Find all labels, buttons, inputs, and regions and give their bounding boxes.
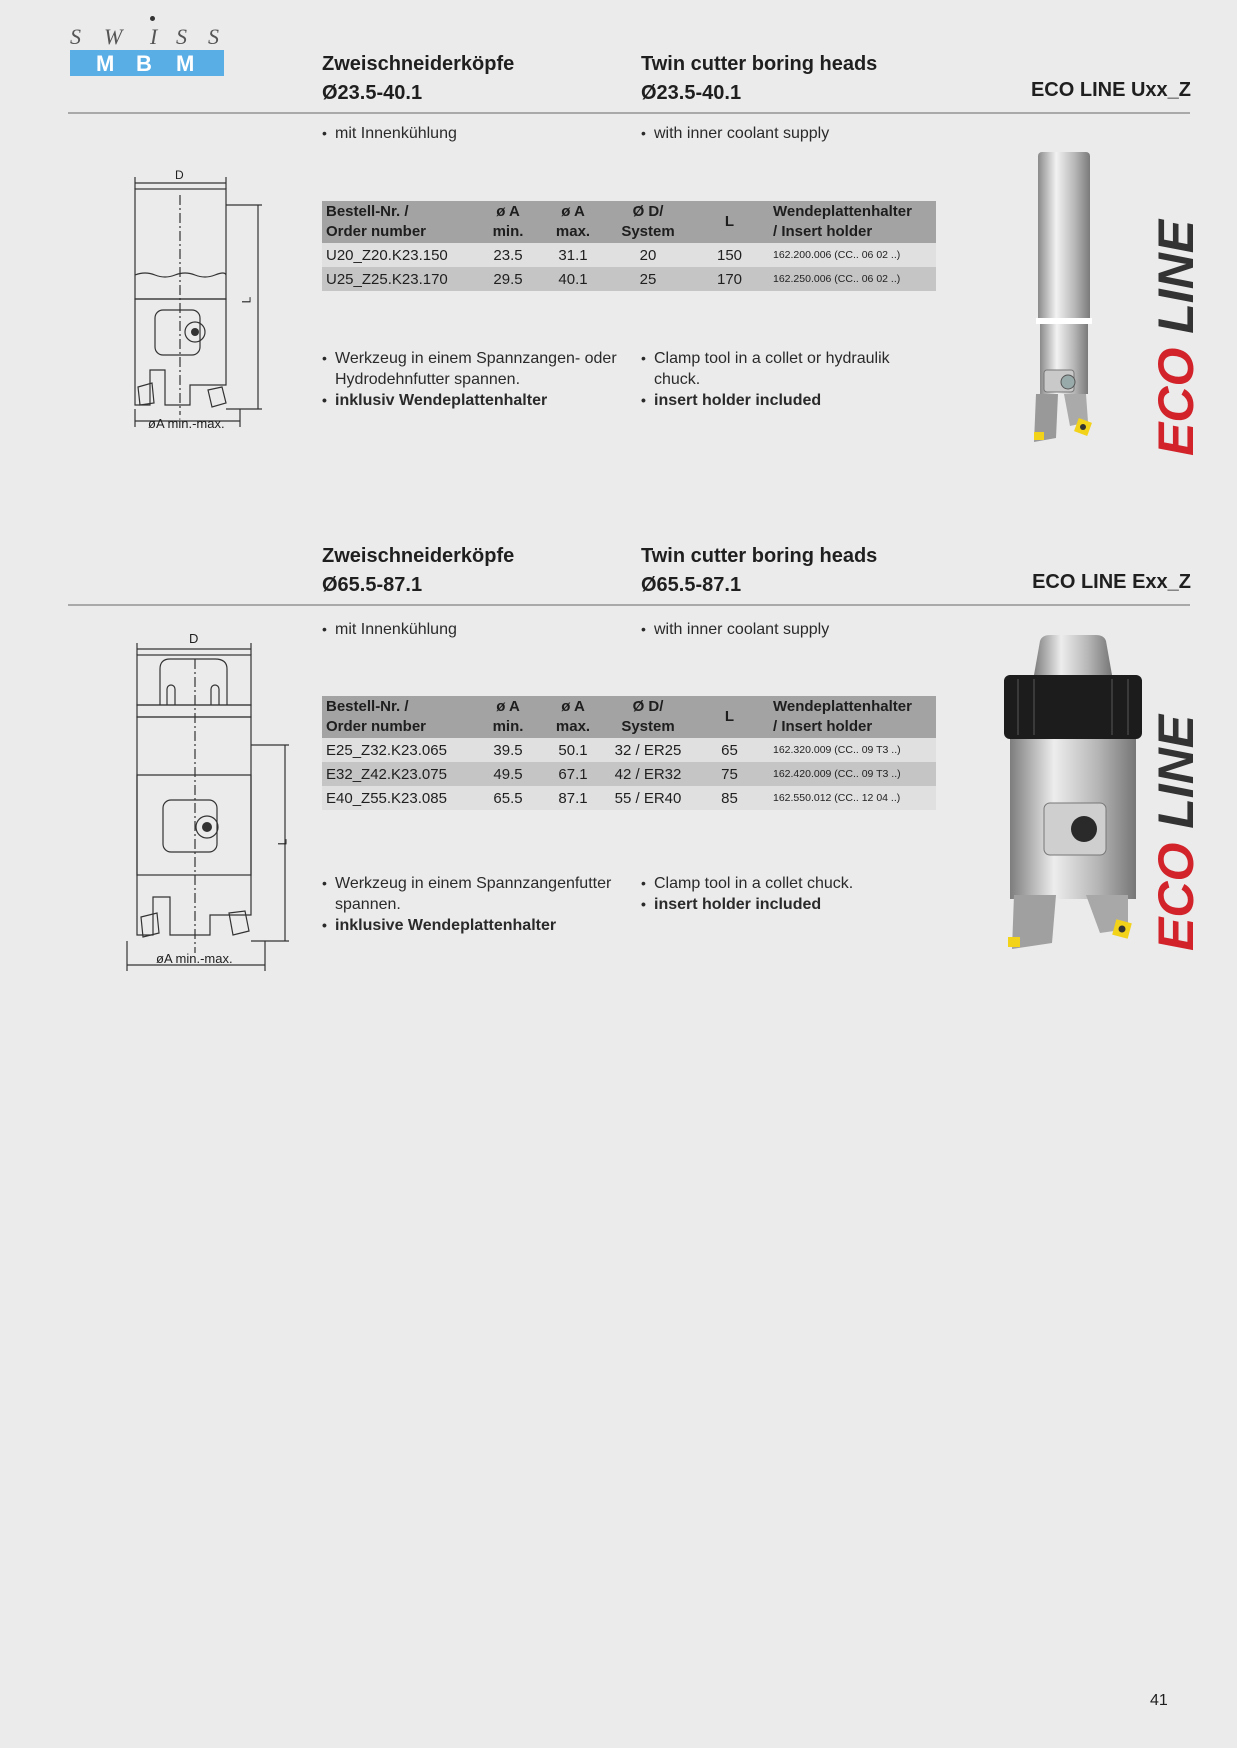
- logo-top-text: S W I S S: [70, 24, 219, 49]
- d-system: 55 / ER40: [606, 786, 690, 810]
- section2-technical-drawing: [115, 635, 300, 975]
- col-order-number: Bestell-Nr. / Order number: [322, 201, 476, 243]
- title-de-line1: Zweischneiderköpfe: [322, 53, 515, 75]
- title-de-line1: Zweischneiderköpfe: [322, 545, 515, 567]
- section2-divider: [68, 604, 1190, 606]
- order-number: E25_Z32.K23.065: [322, 738, 476, 762]
- section2-notes-en: [641, 873, 921, 915]
- a-max: 31.1: [540, 243, 606, 267]
- feature-text: • mit Innenkühlung: [322, 123, 457, 144]
- title-en-line2: Ø65.5-87.1: [641, 574, 742, 596]
- section2-product-photo: [1000, 633, 1145, 953]
- section2-feature-en: [641, 619, 829, 640]
- section2-eco-line-badge: [1147, 715, 1205, 951]
- order-number: E32_Z42.K23.075: [322, 762, 476, 786]
- col-a-max: ø A max.: [540, 696, 606, 738]
- order-number: U20_Z20.K23.150: [322, 243, 476, 267]
- length: 65: [690, 738, 769, 762]
- col-insert-holder: Wendeplattenhalter / Insert holder: [769, 696, 936, 738]
- section2-series: ECO LINE Exx_Z: [1032, 571, 1191, 593]
- order-number: E40_Z55.K23.085: [322, 786, 476, 810]
- a-min: 39.5: [476, 738, 540, 762]
- table-header-row: [322, 201, 936, 243]
- table-row: [322, 762, 936, 786]
- table-row: [322, 786, 936, 810]
- d-system: 25: [606, 267, 690, 291]
- insert-holder: 162.420.009 (CC.. 09 T3 ..): [769, 762, 936, 786]
- line-text: LINE: [1148, 219, 1204, 334]
- section1-notes-de: [322, 348, 622, 411]
- table-header-row: [322, 696, 936, 738]
- length: 75: [690, 762, 769, 786]
- logo-dot: [150, 16, 155, 21]
- a-max: 67.1: [540, 762, 606, 786]
- a-min: 65.5: [476, 786, 540, 810]
- title-en-line1: Twin cutter boring heads: [641, 545, 878, 567]
- feature-text: • with inner coolant supply: [641, 619, 829, 640]
- section1-feature-de: [322, 123, 457, 144]
- section2-feature-de: [322, 619, 457, 640]
- note-text-bold: • insert holder included: [641, 894, 921, 915]
- table-row: [322, 738, 936, 762]
- section2-notes-de: [322, 873, 622, 936]
- col-a-min: ø A min.: [476, 696, 540, 738]
- section2-spec-table: [322, 696, 936, 810]
- insert-holder: 162.550.012 (CC.. 12 04 ..): [769, 786, 936, 810]
- note-text-bold: • inklusiv Wendeplattenhalter: [322, 390, 622, 411]
- eco-text: ECO: [1148, 842, 1204, 951]
- logo-bar: M B M: [70, 50, 224, 76]
- note-text: • Werkzeug in einem Spannzangenfutter spannen.: [322, 873, 622, 915]
- drawing1-label-d: D: [175, 168, 184, 182]
- a-min: 49.5: [476, 762, 540, 786]
- col-a-min: ø A min.: [476, 201, 540, 243]
- col-l: L: [690, 201, 769, 243]
- col-l: L: [690, 696, 769, 738]
- drawing2-label-d: D: [189, 631, 199, 646]
- col-a-max: ø A max.: [540, 201, 606, 243]
- drawing1-label-a: øA min.-max.: [148, 416, 225, 431]
- d-system: 20: [606, 243, 690, 267]
- insert-holder: 162.320.009 (CC.. 09 T3 ..): [769, 738, 936, 762]
- col-d-system: Ø D/ System: [606, 696, 690, 738]
- length: 170: [690, 267, 769, 291]
- title-en-line2: Ø23.5-40.1: [641, 82, 742, 104]
- table-row: [322, 267, 936, 291]
- section1-notes-en: [641, 348, 921, 411]
- a-max: 50.1: [540, 738, 606, 762]
- section1-feature-en: [641, 123, 829, 144]
- a-max: 40.1: [540, 267, 606, 291]
- length: 150: [690, 243, 769, 267]
- note-text: • Clamp tool in a collet or hydraulik chuck.: [641, 348, 921, 390]
- table-row: [322, 243, 936, 267]
- col-order-number: Bestell-Nr. / Order number: [322, 696, 476, 738]
- section1-title-en: [641, 50, 877, 108]
- eco-text: ECO: [1148, 347, 1204, 456]
- feature-text: • mit Innenkühlung: [322, 619, 457, 640]
- col-d-system: Ø D/ System: [606, 201, 690, 243]
- title-de-line2: Ø23.5-40.1: [322, 82, 423, 104]
- d-system: 32 / ER25: [606, 738, 690, 762]
- insert-holder: 162.200.006 (CC.. 06 02 ..): [769, 243, 936, 267]
- title-en-line1: Twin cutter boring heads: [641, 53, 878, 75]
- drawing2-label-a: øA min.-max.: [156, 951, 233, 966]
- page-number: 41: [1150, 1692, 1168, 1709]
- col-insert-holder: Wendeplattenhalter / Insert holder: [769, 201, 936, 243]
- a-min: 29.5: [476, 267, 540, 291]
- swiss-mbm-logo: [68, 14, 225, 78]
- section1-title-de: [322, 50, 514, 108]
- drawing1-label-l: L: [239, 296, 254, 304]
- note-text-bold: • insert holder included: [641, 390, 921, 411]
- section1-divider: [68, 112, 1190, 114]
- line-text: LINE: [1148, 714, 1204, 829]
- feature-text: • with inner coolant supply: [641, 123, 829, 144]
- a-max: 87.1: [540, 786, 606, 810]
- section1-series: ECO LINE Uxx_Z: [1030, 79, 1191, 101]
- section1-eco-line-badge: [1147, 220, 1205, 456]
- length: 85: [690, 786, 769, 810]
- section2-title-en: [641, 542, 877, 600]
- a-min: 23.5: [476, 243, 540, 267]
- note-text: • Werkzeug in einem Spannzangen- oder Hydrodehnfutter spannen.: [322, 348, 622, 390]
- section2-title-de: [322, 542, 514, 600]
- section1-spec-table: [322, 201, 936, 291]
- title-de-line2: Ø65.5-87.1: [322, 574, 423, 596]
- order-number: U25_Z25.K23.170: [322, 267, 476, 291]
- section1-product-photo: [1030, 148, 1100, 446]
- note-text: • Clamp tool in a collet chuck.: [641, 873, 921, 894]
- d-system: 42 / ER32: [606, 762, 690, 786]
- insert-holder: 162.250.006 (CC.. 06 02 ..): [769, 267, 936, 291]
- drawing2-label-l: L: [275, 838, 290, 846]
- note-text-bold: • inklusive Wendeplattenhalter: [322, 915, 622, 936]
